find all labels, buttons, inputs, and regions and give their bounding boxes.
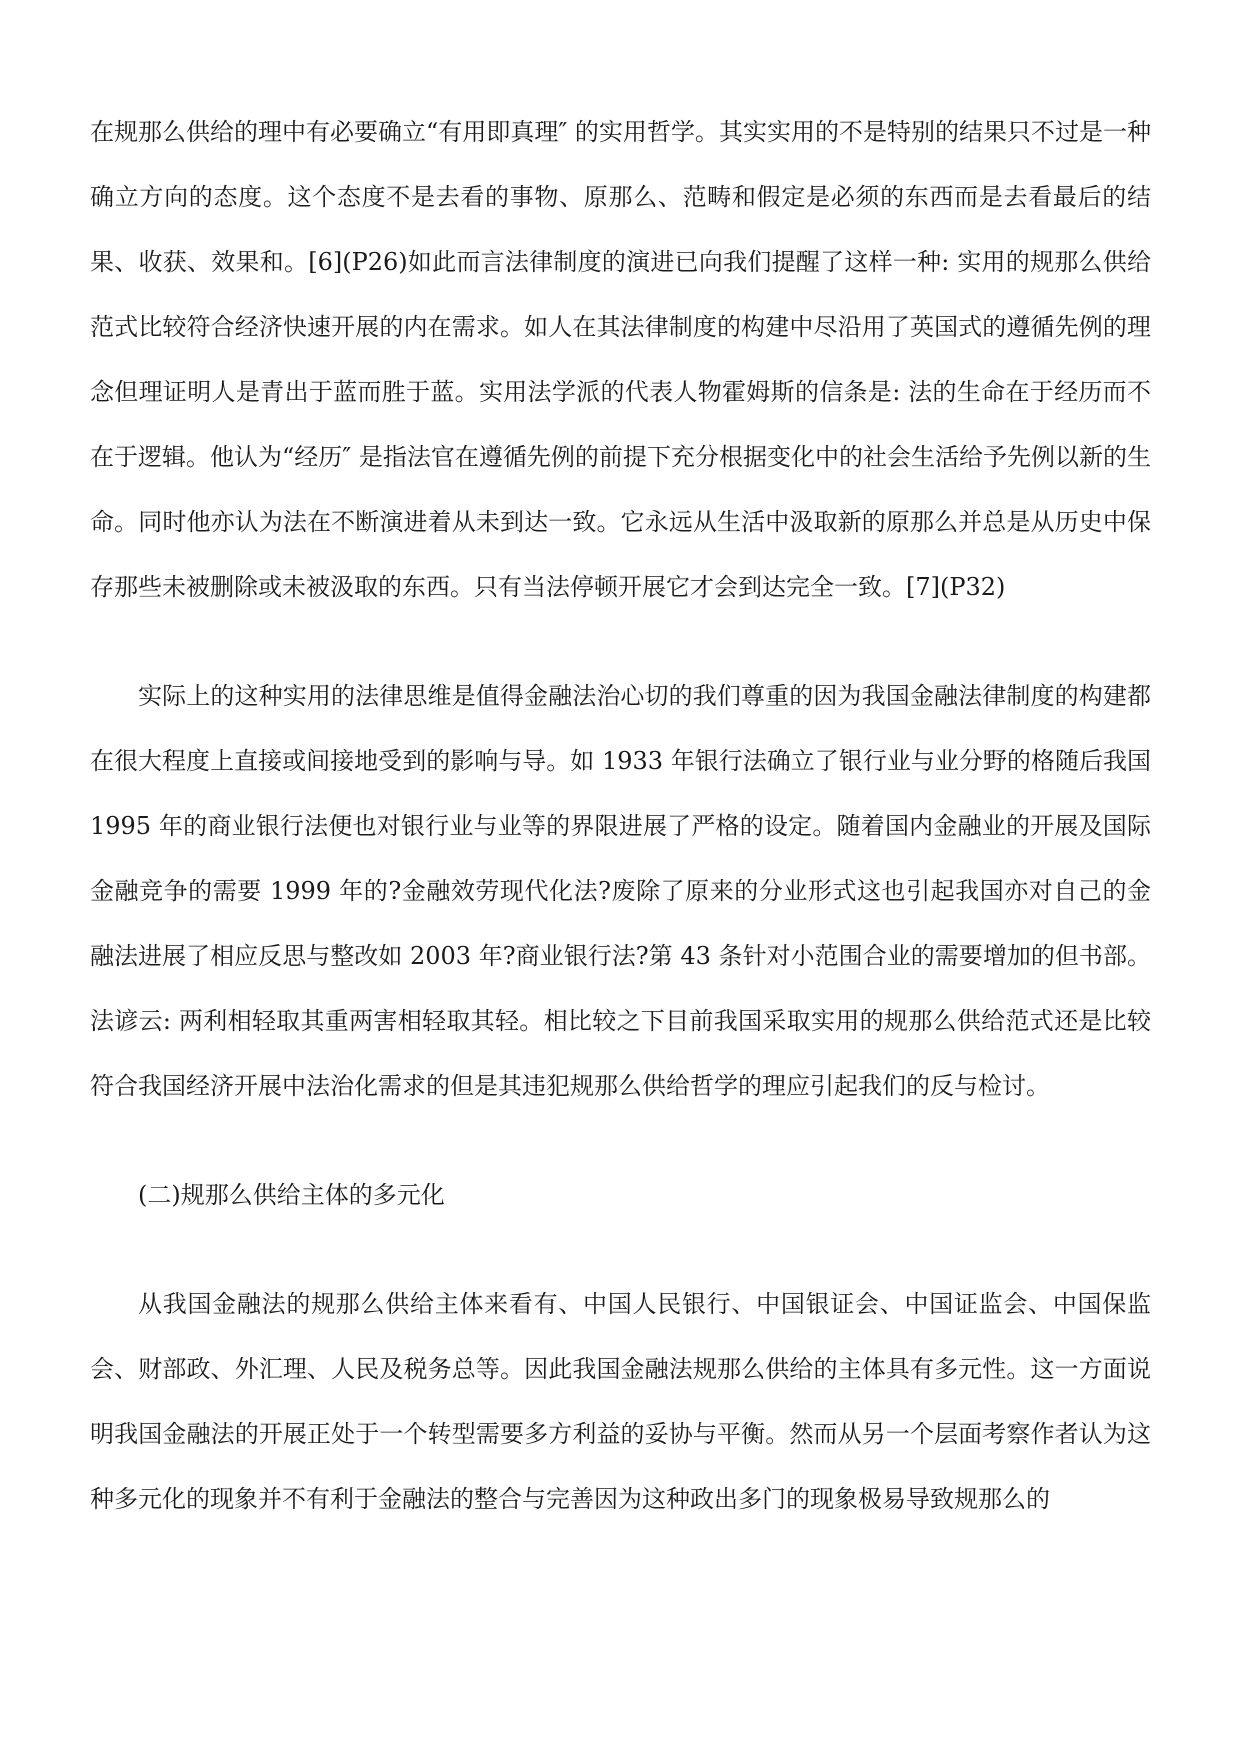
- paragraph-pragmatic-philosophy: 在规那么供给的理中有必要确立“有用即真理″ 的实用哲学。其实实用的不是特别的结果只不过是一种确立方向的态度。这个态度不是去看的事物、原那么、范畴和假定是必须的东西而是去看最后的结果、收获、效果和。[6](P26)如此而言法律制度的演进已向我们提醒了这样一种: 实用的规那么供给范式比较符合经济快速开展的内在需求。如人在其法律制度的构建中尽沿用了英国式的遵循先例的理念但理证明人是青出于蓝而胜于蓝。实用法学派的代表人物霍姆斯的信条是: 法的生命在于经历而不在于逻辑。他认为“经历″ 是指法官在遵循先例的前提下充分根据变化中的社会生活给予先例以新的生命。同时他亦认为法在不断演进着从未到达一致。它永远从生活中汲取新的原那么并总是从历史中保存那些未被删除或未被汲取的东西。只有当法停顿开展它才会到达完全一致。[7](P32): [90, 118, 1151, 601]
- section-heading-multiple-rule-suppliers: (二)规那么供给主体的多元化: [138, 1181, 445, 1209]
- document-page: [90, 100, 1151, 1532]
- paragraph-financial-law-reform: 实际上的这种实用的法律思维是值得金融法治心切的我们尊重的因为我国金融法律制度的构建都在很大程度上直接或间接地受到的影响与导。如 1933 年银行法确立了银行业与业分野的格随后我国 1995 年的商业银行法便也对银行业与业等的界限进展了严格的设定。随着国内金融业的开展及国际金融竞争的需要 1999 年的?金融效劳现代化法?废除了原来的分业形式这也引起我国亦对自己的金融法进展了相应反思与整改如 2003 年?商业银行法?第 43 条针对小范围合业的需要增加的但书部。法谚云: 两利相轻取其重两害相轻取其轻。相比较之下目前我国采取实用的规那么供给范式还是比较符合我国经济开展中法治化需求的但是其违犯规那么供给哲学的理应引起我们的反与检讨。: [90, 682, 1151, 1100]
- paragraph-rule-supplier-diversity: 从我国金融法的规那么供给主体来看有、中国人民银行、中国银证会、中国证监会、中国保监会、财部政、外汇理、人民及税务总等。因此我国金融法规那么供给的主体具有多元性。这一方面说明我国金融法的开展正处于一个转型需要多方利益的妥协与平衡。然而从另一个层面考察作者认为这种多元化的现象并不有利于金融法的整合与完善因为这种政出多门的现象极易导致规那么的: [90, 1290, 1151, 1513]
